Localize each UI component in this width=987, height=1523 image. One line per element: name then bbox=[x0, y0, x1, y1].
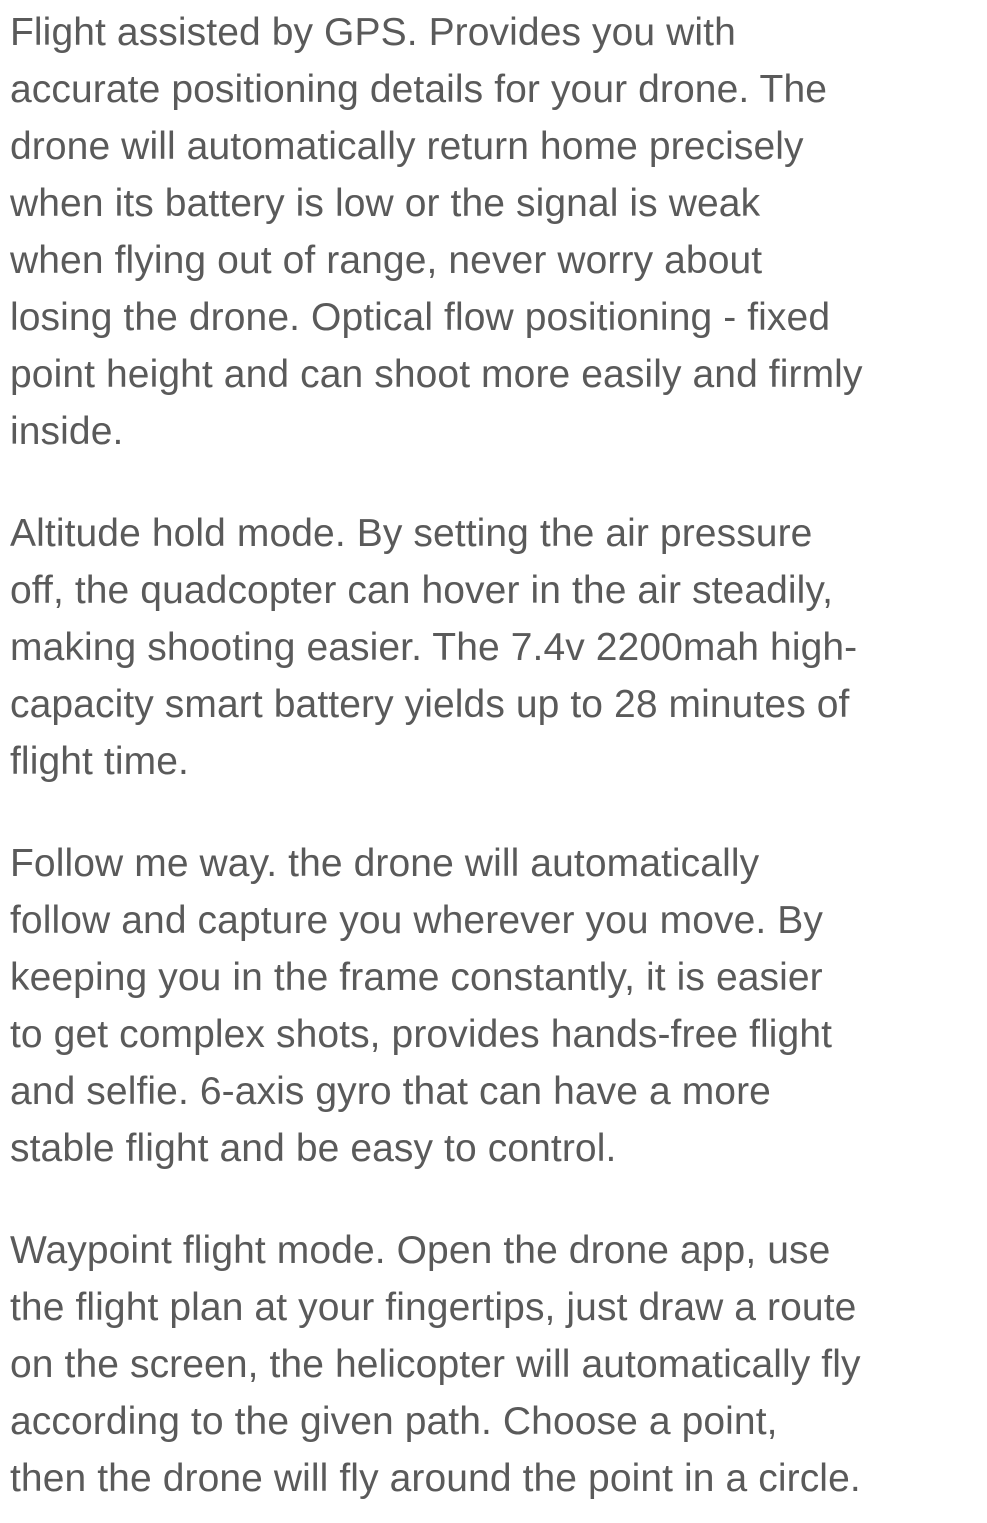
paragraph-altitude-hold bbox=[10, 505, 980, 790]
text-line: accurate positioning details for your drone. The bbox=[10, 68, 828, 111]
paragraph-gps-flight bbox=[10, 4, 980, 460]
text-line: Waypoint flight mode. Open the drone app, use bbox=[10, 1229, 831, 1272]
text-line: then the drone will fly around the point in a circle. bbox=[10, 1457, 861, 1500]
text-line: Follow me way. the drone will automatically bbox=[10, 842, 760, 885]
text-line: point height and can shoot more easily and firmly bbox=[10, 353, 863, 396]
text-line: the flight plan at your fingertips, just draw a route bbox=[10, 1286, 857, 1329]
text-line: Flight assisted by GPS. Provides you with bbox=[10, 11, 736, 54]
text-line: according to the given path. Choose a point, bbox=[10, 1400, 778, 1443]
text-line: off, the quadcopter can hover in the air steadily, bbox=[10, 569, 834, 612]
text-line: to get complex shots, provides hands-free flight bbox=[10, 1013, 833, 1056]
text-line: and selfie. 6-axis gyro that can have a more bbox=[10, 1070, 771, 1113]
text-line: keeping you in the frame constantly, it is easier bbox=[10, 956, 823, 999]
text-line: capacity smart battery yields up to 28 minutes of bbox=[10, 683, 850, 726]
paragraph-follow-me bbox=[10, 835, 980, 1177]
text-line: on the screen, the helicopter will automatically fly bbox=[10, 1343, 861, 1386]
paragraph-waypoint-flight bbox=[10, 1222, 980, 1507]
text-line: when its battery is low or the signal is weak bbox=[10, 182, 761, 225]
text-line: making shooting easier. The 7.4v 2200mah high- bbox=[10, 626, 858, 669]
text-line: drone will automatically return home precisely bbox=[10, 125, 804, 168]
text-line: losing the drone. Optical flow positioning - fixed bbox=[10, 296, 831, 339]
text-line: when flying out of range, never worry about bbox=[10, 239, 763, 282]
text-line: inside. bbox=[10, 410, 124, 453]
product-description bbox=[10, 4, 980, 1507]
text-line: follow and capture you wherever you move. By bbox=[10, 899, 823, 942]
text-line: Altitude hold mode. By setting the air pressure bbox=[10, 512, 813, 555]
text-line: stable flight and be easy to control. bbox=[10, 1127, 617, 1170]
text-line: flight time. bbox=[10, 740, 189, 783]
